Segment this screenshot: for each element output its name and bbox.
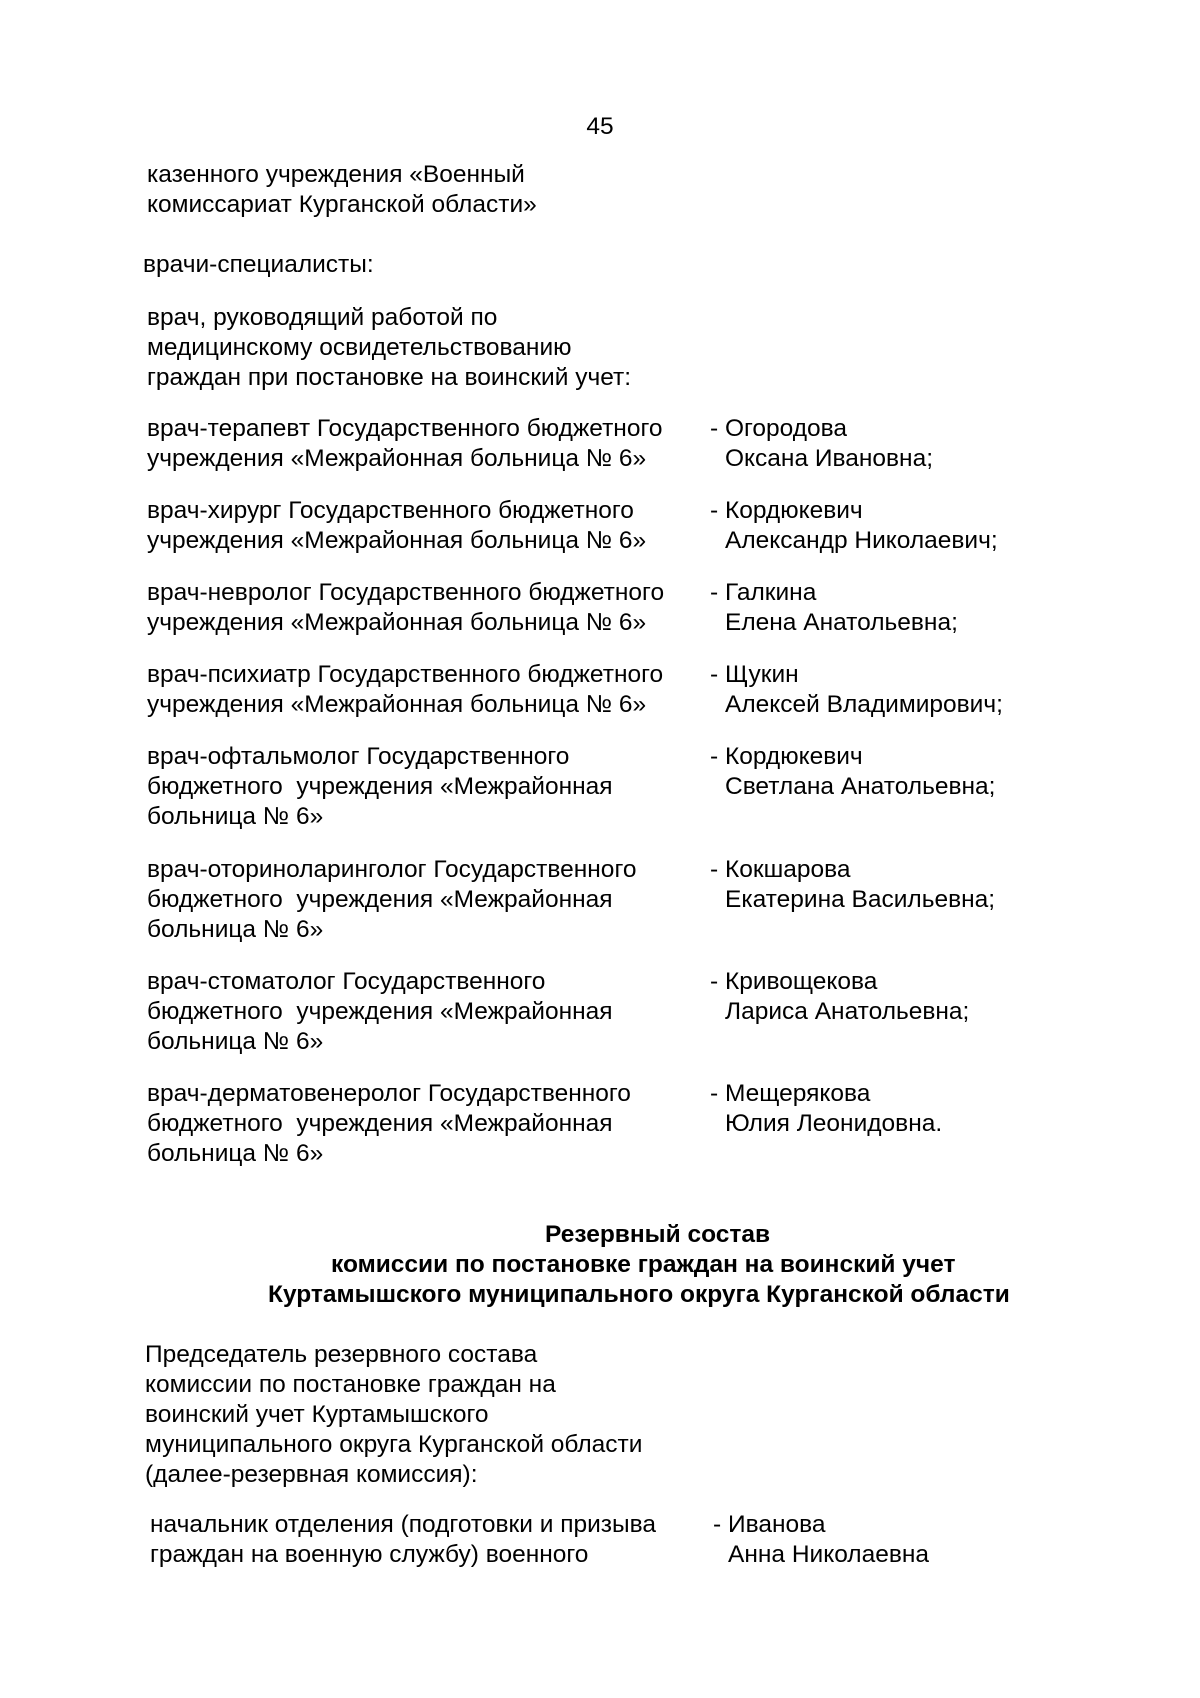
text-line: - Кордюкевич (710, 743, 863, 770)
member-name (710, 660, 1003, 720)
text-line: начальник отделения (подготовки и призыва (150, 1511, 656, 1538)
member-position (150, 1510, 656, 1570)
text-line: врач-оториноларинголог Государственного (147, 856, 637, 883)
text-line: врач-стоматолог Государственного (147, 968, 546, 995)
text-line: - Кокшарова (710, 856, 851, 883)
text-line: бюджетного учреждения «Межрайонная (147, 998, 613, 1025)
member-position (147, 660, 663, 720)
text-line: врач-дерматовенеролог Государственного (147, 1080, 631, 1107)
text-line: граждан при постановке на воинский учет: (147, 364, 632, 391)
specialists-label: врачи-специалисты: (143, 251, 374, 278)
text-line: учреждения «Межрайонная больница № 6» (147, 691, 647, 718)
text-line: Елена Анатольевна; (725, 609, 958, 636)
text-line: врач-хирург Государственного бюджетного (147, 497, 634, 524)
text-line: Лариса Анатольевна; (725, 998, 970, 1025)
text-line: Алексей Владимирович; (725, 691, 1003, 718)
text-line: Александр Николаевич; (725, 527, 998, 554)
text-line: врач-терапевт Государственного бюджетного (147, 415, 663, 442)
text-line: больница № 6» (147, 916, 324, 943)
member-name (710, 414, 933, 474)
text-line: (далее-резервная комиссия): (145, 1461, 478, 1488)
lead-doctor-text (147, 303, 631, 393)
text-line: врач-невролог Государственного бюджетного (147, 579, 665, 606)
member-position (147, 742, 613, 832)
text-line: Юлия Леонидовна. (725, 1110, 943, 1137)
member-name (710, 1079, 942, 1139)
text-line: медицинскому освидетельствованию (147, 334, 572, 361)
member-position (147, 414, 662, 474)
member-position (147, 967, 613, 1057)
chairman-text (145, 1340, 642, 1490)
text-line: - Огородова (710, 415, 848, 442)
text-line: врач-офтальмолог Государственного (147, 743, 570, 770)
text-line: Анна Николаевна (728, 1541, 930, 1568)
member-name (713, 1510, 929, 1570)
member-position (147, 1079, 631, 1169)
text-line: комиссии по постановке граждан на (145, 1371, 556, 1398)
text-line: казенного учреждения «Военный (147, 161, 525, 188)
text-line: Светлана Анатольевна; (725, 773, 996, 800)
text-line: врач-психиатр Государственного бюджетного (147, 661, 664, 688)
text-line: учреждения «Межрайонная больница № 6» (147, 609, 647, 636)
member-name (710, 578, 958, 638)
page-number: 45 (586, 113, 614, 140)
text-line: учреждения «Межрайонная больница № 6» (147, 445, 647, 472)
heading-line: Резервный состав (545, 1221, 771, 1248)
member-name (710, 855, 995, 915)
text-line: врач, руководящий работой по (147, 304, 498, 331)
text-line: бюджетного учреждения «Межрайонная (147, 1110, 613, 1137)
heading-line: комиссии по постановке граждан на воинский учет (331, 1251, 956, 1278)
text-line: граждан на военную службу) военного (150, 1541, 589, 1568)
text-line: - Щукин (710, 661, 799, 688)
member-position (147, 578, 664, 638)
text-line: Оксана Ивановна; (725, 445, 933, 472)
text-line: - Мещерякова (710, 1080, 871, 1107)
member-name (710, 742, 995, 802)
reserve-heading (0, 1220, 1200, 1310)
text-line: - Галкина (710, 579, 817, 606)
text-line: больница № 6» (147, 1140, 324, 1167)
text-line: больница № 6» (147, 803, 324, 830)
heading-line: Куртамышского муниципального округа Курганской области (268, 1281, 1010, 1308)
text-line: - Кордюкевич (710, 497, 863, 524)
text-line: бюджетного учреждения «Межрайонная (147, 773, 613, 800)
text-line: больница № 6» (147, 1028, 324, 1055)
member-position (147, 855, 636, 945)
intro-text (147, 160, 537, 220)
text-line: комиссариат Курганской области» (147, 191, 537, 218)
member-name (710, 496, 998, 556)
text-line: учреждения «Межрайонная больница № 6» (147, 527, 647, 554)
text-line: Екатерина Васильевна; (725, 886, 996, 913)
member-position (147, 496, 646, 556)
text-line: бюджетного учреждения «Межрайонная (147, 886, 613, 913)
text-line: воинский учет Куртамышского (145, 1401, 489, 1428)
text-line: - Кривощекова (710, 968, 878, 995)
text-line: - Иванова (713, 1511, 826, 1538)
text-line: Председатель резервного состава (145, 1341, 538, 1368)
member-name (710, 967, 969, 1027)
text-line: муниципального округа Курганской области (145, 1431, 643, 1458)
